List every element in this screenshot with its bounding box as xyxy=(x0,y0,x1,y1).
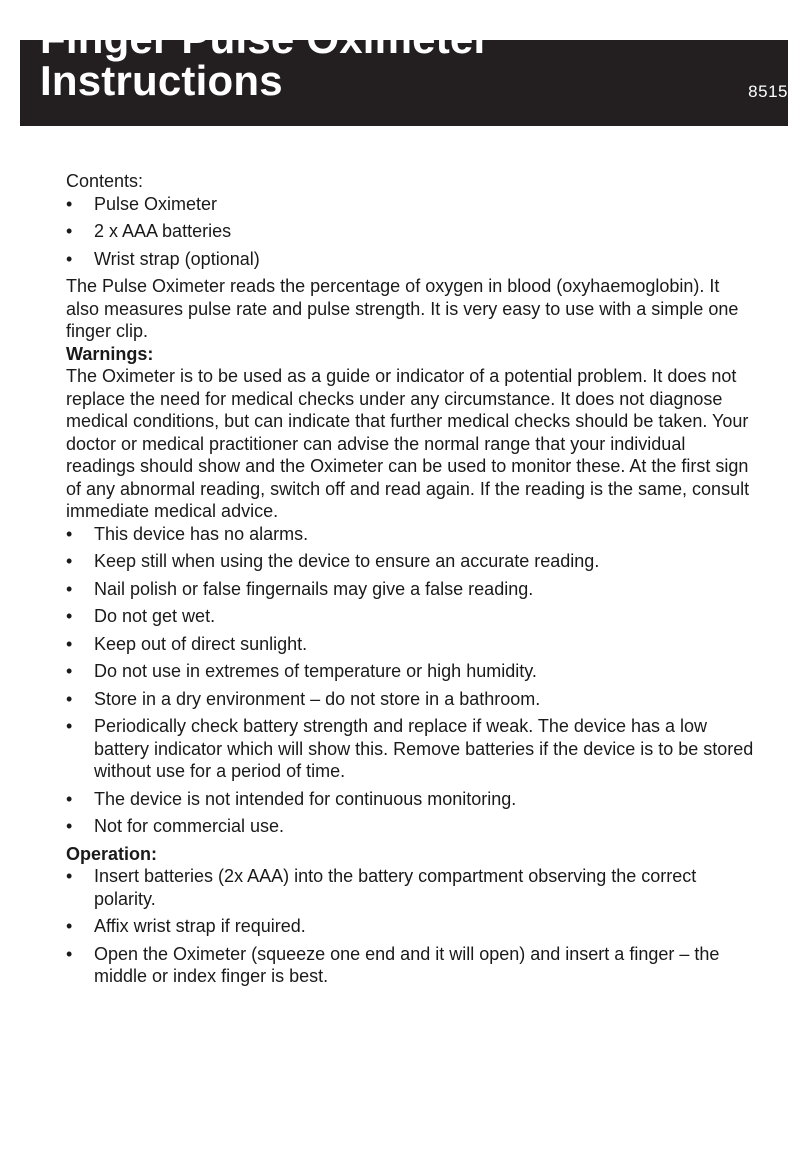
list-item: • Periodically check battery strength and replace if weak. The device has a low battery indicator which will show this. Remove batteries if the device is to be stored without use for a period of time. xyxy=(66,715,756,783)
list-item: • Store in a dry environment – do not store in a bathroom. xyxy=(66,688,756,711)
list-item: • Open the Oximeter (squeeze one end and it will open) and insert a finger – the middle or index finger is best. xyxy=(66,943,756,988)
list-item: • Affix wrist strap if required. xyxy=(66,915,756,938)
list-item: • Pulse Oximeter xyxy=(66,193,756,216)
list-item: • Wrist strap (optional) xyxy=(66,248,756,271)
page-title: Finger Pulse Oximeter Instructions xyxy=(40,15,491,104)
warnings-heading: Warnings: xyxy=(66,343,154,364)
list-item: • Do not use in extremes of temperature or high humidity. xyxy=(66,660,756,683)
title-banner xyxy=(20,15,788,126)
list-item: • This device has no alarms. xyxy=(66,523,756,546)
warnings-list xyxy=(66,523,756,838)
operation-list xyxy=(66,865,756,988)
document-body xyxy=(66,170,756,993)
list-item: • 2 x AAA batteries xyxy=(66,220,756,243)
intro-paragraph: The Pulse Oximeter reads the percentage of oxygen in blood (oxyhaemoglobin). It also measures pulse rate and pulse strength. It is very easy to use with a simple one finger clip. xyxy=(66,276,739,341)
list-item: • Keep still when using the device to ensure an accurate reading. xyxy=(66,550,756,573)
contents-list xyxy=(66,193,756,271)
list-item: • Insert batteries (2x AAA) into the battery compartment observing the correct polarity. xyxy=(66,865,756,910)
product-code: 8515 xyxy=(748,82,788,101)
contents-label: Contents: xyxy=(66,171,144,191)
list-item: • Not for commercial use. xyxy=(66,815,756,838)
warnings-paragraph: The Oximeter is to be used as a guide or indicator of a potential problem. It does not replace the need for medical checks under any circumstance. It does not diagnose medical conditions, but can indicate that further medical checks should be taken. Your doctor or medical practitioner can advise the normal range that your individual readings should show and the Oximeter can be used to monitor these. At the first sign of any abnormal reading, switch off and read again. If the reading is the same, consult immediate medical advice. xyxy=(66,366,750,521)
list-item: • Nail polish or false fingernails may give a false reading. xyxy=(66,578,756,601)
list-item: • Do not get wet. xyxy=(66,605,756,628)
list-item: • The device is not intended for continuous monitoring. xyxy=(66,788,756,811)
operation-heading: Operation: xyxy=(66,843,158,864)
list-item: • Keep out of direct sunlight. xyxy=(66,633,756,656)
